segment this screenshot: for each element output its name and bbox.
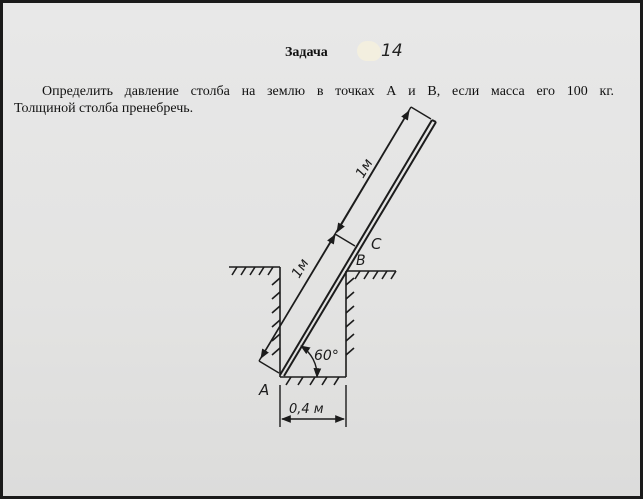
point-a-label: A	[259, 381, 270, 399]
lower-length-label: 1м	[288, 256, 313, 282]
right-pit-wall	[346, 271, 354, 377]
problem-line-1: Определить давление столба на землю в точках А и В, если масса его 100 кг.	[42, 84, 614, 99]
upper-length-label: 1м	[352, 156, 377, 182]
left-ground	[229, 267, 280, 275]
task-title: Задача	[285, 45, 328, 60]
task-number: 14	[381, 41, 403, 61]
angle-label: 60°	[314, 348, 339, 364]
pole	[280, 120, 436, 376]
point-b-label: B	[356, 253, 366, 269]
pole-diagram	[3, 3, 640, 496]
problem-line-2: Толщиной столба пренебречь.	[14, 101, 194, 116]
worksheet	[3, 3, 640, 496]
left-pit-wall	[272, 267, 280, 377]
pit-width-label: 0,4 м	[289, 402, 324, 417]
point-c-label: C	[371, 235, 382, 253]
pit-bottom	[280, 377, 346, 385]
length-dimension	[259, 107, 431, 373]
